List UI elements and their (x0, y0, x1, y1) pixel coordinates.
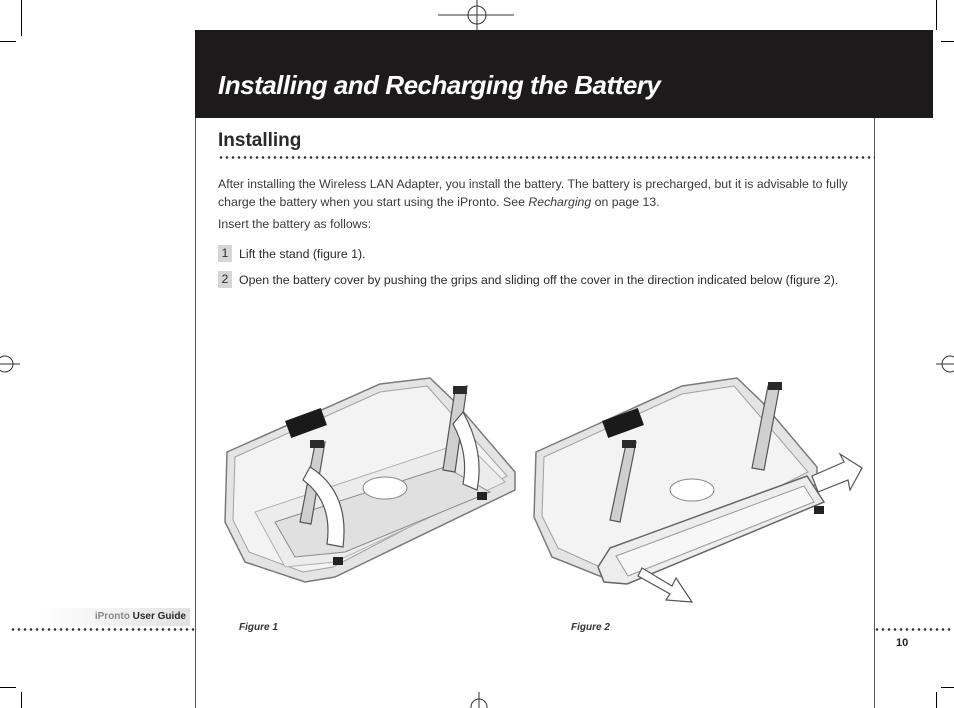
footer-dots-left (10, 628, 196, 631)
section-divider (218, 156, 875, 159)
guide-suffix: User Guide (132, 611, 186, 622)
section-heading: Installing (218, 130, 302, 151)
guide-label (40, 608, 190, 626)
crop-mark (941, 687, 954, 688)
grip (333, 557, 343, 565)
footer-dots-right (874, 628, 952, 631)
step-number: 2 (218, 271, 232, 288)
crop-mark (21, 0, 22, 36)
battery-release-button (363, 477, 407, 499)
intro-text: After installing the Wireless LAN Adapter, you install the battery. The battery is precharged, but it is advisable to fully charge the battery when you start using the iPronto. See (218, 177, 848, 209)
page-frame-right (874, 118, 875, 708)
step-item (218, 245, 858, 263)
figure-1-caption: Figure 1 (239, 622, 278, 633)
registration-mark-right (936, 352, 954, 378)
registration-mark-left (0, 352, 20, 378)
crop-mark (936, 692, 937, 708)
recharging-reference: Recharging (528, 195, 592, 209)
crop-mark (21, 692, 22, 708)
figure-2-caption: Figure 2 (571, 622, 610, 633)
grip (477, 492, 487, 500)
intro-text-end: on page 13. (591, 195, 660, 209)
step-number: 1 (218, 245, 232, 262)
registration-mark-bottom (460, 692, 500, 708)
instruction-text: Insert the battery as follows: (218, 217, 372, 231)
crop-mark (941, 41, 954, 42)
figure-1-illustration (215, 372, 555, 608)
crop-mark (0, 687, 16, 688)
page-frame-left (195, 30, 196, 708)
battery-release-button (670, 479, 714, 501)
step-text: Lift the stand (figure 1). (239, 247, 366, 261)
step-item (218, 271, 858, 307)
figure-2-illustration (532, 372, 872, 608)
step-text: Open the battery cover by pushing the grips and sliding off the cover in the direction indicated below (figure 2). (239, 273, 839, 287)
crop-mark (936, 0, 937, 30)
page-title: Installing and Recharging the Battery (218, 70, 661, 100)
intro-paragraph (218, 175, 858, 211)
guide-brand: iPronto (94, 611, 130, 622)
crop-mark (0, 41, 16, 42)
page-number: 10 (896, 637, 909, 649)
registration-mark-top (436, 0, 518, 34)
